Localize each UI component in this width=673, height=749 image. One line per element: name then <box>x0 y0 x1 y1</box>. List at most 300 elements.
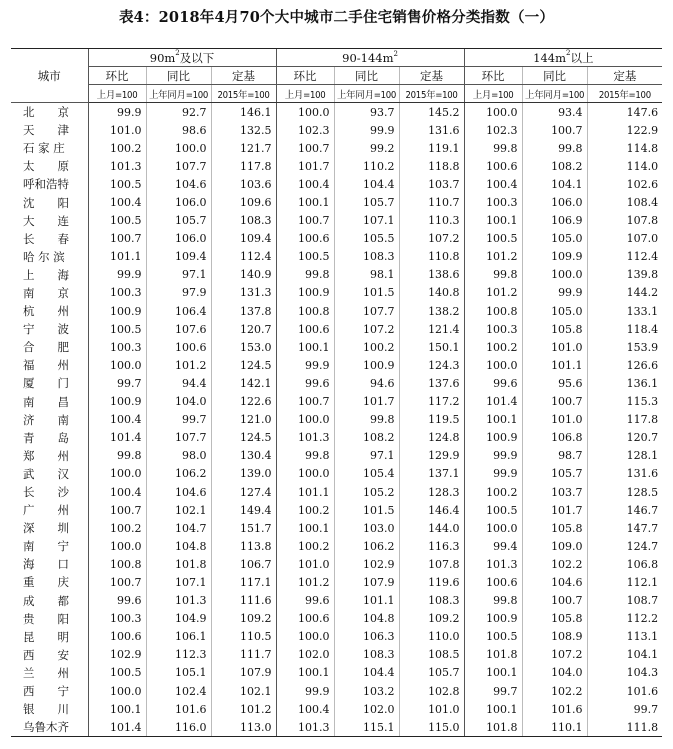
index-value: 100.8 <box>276 302 334 320</box>
index-value: 112.2 <box>587 610 662 628</box>
index-value: 115.1 <box>334 718 399 737</box>
base-header-1-1: 上年同月=100 <box>334 85 399 103</box>
table-row <box>11 338 662 356</box>
index-value: 139.0 <box>211 465 276 483</box>
index-value: 100.5 <box>88 664 146 682</box>
index-value: 98.7 <box>522 447 587 465</box>
table-row <box>11 411 662 429</box>
index-value: 106.2 <box>146 465 211 483</box>
index-value: 153.0 <box>211 338 276 356</box>
index-value: 106.4 <box>146 302 211 320</box>
index-value: 100.9 <box>464 429 522 447</box>
index-value: 100.0 <box>464 356 522 374</box>
index-value: 100.0 <box>88 465 146 483</box>
index-value: 105.8 <box>522 519 587 537</box>
index-value: 100.1 <box>276 519 334 537</box>
index-value: 128.3 <box>399 483 464 501</box>
index-value: 108.9 <box>522 628 587 646</box>
index-value: 100.5 <box>464 628 522 646</box>
table-row <box>11 356 662 374</box>
index-value: 98.0 <box>146 447 211 465</box>
index-value: 103.7 <box>522 483 587 501</box>
index-value: 100.0 <box>276 103 334 122</box>
index-value: 104.6 <box>522 573 587 591</box>
index-value: 100.5 <box>88 212 146 230</box>
index-value: 126.6 <box>587 356 662 374</box>
table-row <box>11 393 662 411</box>
index-value: 121.4 <box>399 320 464 338</box>
index-value: 136.1 <box>587 374 662 392</box>
index-value: 118.4 <box>587 320 662 338</box>
table-row <box>11 465 662 483</box>
index-value: 99.8 <box>522 139 587 157</box>
base-header-0-2: 2015年=100 <box>211 85 276 103</box>
table-body <box>11 103 662 737</box>
sub-header-0-2: 定基 <box>211 67 276 85</box>
index-value: 99.7 <box>587 700 662 718</box>
header-row-base <box>11 85 662 103</box>
index-value: 101.3 <box>88 157 146 175</box>
index-value: 98.6 <box>146 121 211 139</box>
index-value: 101.7 <box>276 157 334 175</box>
index-value: 133.1 <box>587 302 662 320</box>
index-value: 131.6 <box>399 121 464 139</box>
index-value: 107.8 <box>399 555 464 573</box>
index-value: 128.5 <box>587 483 662 501</box>
index-value: 99.8 <box>464 592 522 610</box>
table-row <box>11 682 662 700</box>
index-value: 140.9 <box>211 266 276 284</box>
index-value: 106.1 <box>146 628 211 646</box>
table-row <box>11 519 662 537</box>
index-value: 99.8 <box>276 447 334 465</box>
index-value: 104.4 <box>334 664 399 682</box>
index-value: 100.5 <box>88 175 146 193</box>
index-value: 103.0 <box>334 519 399 537</box>
index-value: 101.6 <box>587 682 662 700</box>
index-value: 112.4 <box>587 248 662 266</box>
city-name: 武 汉 <box>23 466 69 481</box>
index-value: 101.0 <box>522 338 587 356</box>
index-value: 109.0 <box>522 537 587 555</box>
index-value: 139.8 <box>587 266 662 284</box>
index-value: 99.7 <box>88 374 146 392</box>
index-value: 99.9 <box>334 121 399 139</box>
index-value: 119.5 <box>399 411 464 429</box>
city-name: 南 宁 <box>23 539 69 554</box>
index-value: 99.9 <box>464 465 522 483</box>
index-value: 110.2 <box>334 157 399 175</box>
index-value: 100.9 <box>88 302 146 320</box>
index-value: 94.6 <box>334 374 399 392</box>
index-value: 100.7 <box>276 139 334 157</box>
index-value: 109.9 <box>522 248 587 266</box>
index-value: 100.4 <box>276 700 334 718</box>
index-value: 99.7 <box>464 682 522 700</box>
index-value: 122.9 <box>587 121 662 139</box>
index-value: 100.2 <box>334 338 399 356</box>
index-value: 105.0 <box>522 230 587 248</box>
index-value: 100.0 <box>146 139 211 157</box>
index-value: 145.2 <box>399 103 464 122</box>
index-value: 101.8 <box>146 555 211 573</box>
index-value: 101.0 <box>399 700 464 718</box>
index-value: 100.7 <box>276 393 334 411</box>
index-value: 104.8 <box>146 537 211 555</box>
index-value: 105.0 <box>522 302 587 320</box>
index-value: 94.4 <box>146 374 211 392</box>
index-value: 101.3 <box>276 718 334 737</box>
sub-header-0-0: 环比 <box>88 67 146 85</box>
index-value: 105.7 <box>522 465 587 483</box>
group-header-large: $144m^2$以上 <box>464 49 662 67</box>
table-row <box>11 537 662 555</box>
index-value: 101.2 <box>276 573 334 591</box>
index-value: 105.8 <box>522 610 587 628</box>
city-name: 海 口 <box>23 557 69 572</box>
index-value: 99.8 <box>464 266 522 284</box>
index-value: 99.9 <box>88 266 146 284</box>
index-value: 100.2 <box>464 483 522 501</box>
index-value: 110.8 <box>399 248 464 266</box>
index-value: 100.5 <box>276 248 334 266</box>
index-value: 100.3 <box>88 338 146 356</box>
index-value: 107.2 <box>399 230 464 248</box>
index-value: 99.9 <box>88 103 146 122</box>
price-index-table <box>11 48 662 737</box>
index-value: 103.6 <box>211 175 276 193</box>
index-value: 115.0 <box>399 718 464 737</box>
index-value: 100.1 <box>276 338 334 356</box>
index-value: 99.6 <box>464 374 522 392</box>
table-row <box>11 573 662 591</box>
table-row <box>11 447 662 465</box>
table-row <box>11 664 662 682</box>
index-value: 117.1 <box>211 573 276 591</box>
index-value: 101.1 <box>522 356 587 374</box>
index-value: 105.4 <box>334 465 399 483</box>
index-value: 101.7 <box>334 393 399 411</box>
index-value: 109.2 <box>399 610 464 628</box>
index-value: 101.1 <box>276 483 334 501</box>
city-name: 天 津 <box>23 123 69 138</box>
table-row <box>11 374 662 392</box>
index-value: 100.0 <box>464 103 522 122</box>
index-value: 107.7 <box>146 157 211 175</box>
index-value: 108.3 <box>399 592 464 610</box>
index-value: 138.2 <box>399 302 464 320</box>
index-value: 102.1 <box>146 501 211 519</box>
index-value: 106.0 <box>146 230 211 248</box>
index-value: 100.1 <box>464 411 522 429</box>
index-value: 101.3 <box>146 592 211 610</box>
index-value: 144.2 <box>587 284 662 302</box>
index-value: 101.5 <box>334 284 399 302</box>
table-row <box>11 718 662 737</box>
index-value: 105.7 <box>146 212 211 230</box>
table-row <box>11 646 662 664</box>
index-value: 153.9 <box>587 338 662 356</box>
index-value: 107.2 <box>522 646 587 664</box>
index-value: 106.0 <box>522 193 587 211</box>
index-value: 110.5 <box>211 628 276 646</box>
index-value: 108.7 <box>587 592 662 610</box>
city-name: 青 岛 <box>23 430 69 445</box>
city-name: 西 安 <box>23 647 69 662</box>
city-name: 南 昌 <box>23 394 69 409</box>
city-name: 重 庆 <box>23 575 69 590</box>
index-value: 101.1 <box>334 592 399 610</box>
index-value: 100.1 <box>464 664 522 682</box>
table-row <box>11 193 662 211</box>
base-header-2-2: 2015年=100 <box>587 85 662 103</box>
index-value: 104.4 <box>334 175 399 193</box>
index-value: 103.2 <box>334 682 399 700</box>
index-value: 101.0 <box>522 411 587 429</box>
city-name: 兰 州 <box>23 665 69 680</box>
base-header-0-0: 上月=100 <box>88 85 146 103</box>
sub-header-1-1: 同比 <box>334 67 399 85</box>
table-row <box>11 230 662 248</box>
index-value: 102.2 <box>522 682 587 700</box>
index-value: 97.1 <box>334 447 399 465</box>
header-row-sub <box>11 67 662 85</box>
index-value: 100.0 <box>464 519 522 537</box>
index-value: 106.8 <box>522 429 587 447</box>
index-value: 100.3 <box>88 610 146 628</box>
index-value: 119.6 <box>399 573 464 591</box>
base-header-1-2: 2015年=100 <box>399 85 464 103</box>
index-value: 102.9 <box>88 646 146 664</box>
city-name: 宁 波 <box>23 322 69 337</box>
table-row <box>11 555 662 573</box>
index-value: 99.6 <box>276 374 334 392</box>
index-value: 99.9 <box>522 284 587 302</box>
index-value: 102.4 <box>146 682 211 700</box>
index-value: 106.9 <box>522 212 587 230</box>
index-value: 100.2 <box>88 519 146 537</box>
base-header-1-0: 上月=100 <box>276 85 334 103</box>
index-value: 108.3 <box>334 248 399 266</box>
table-title: 表4：2018年4月70个大中城市二手住宅销售价格分类指数（一） <box>118 9 555 26</box>
index-value: 99.8 <box>334 411 399 429</box>
index-value: 109.2 <box>211 610 276 628</box>
table-row <box>11 501 662 519</box>
city-name: 成 都 <box>23 593 69 608</box>
index-value: 100.2 <box>276 537 334 555</box>
index-value: 99.4 <box>464 537 522 555</box>
index-value: 99.8 <box>464 139 522 157</box>
index-value: 100.7 <box>88 573 146 591</box>
index-value: 97.9 <box>146 284 211 302</box>
index-value: 116.3 <box>399 537 464 555</box>
index-value: 138.6 <box>399 266 464 284</box>
index-value: 150.1 <box>399 338 464 356</box>
index-value: 100.9 <box>334 356 399 374</box>
index-value: 100.4 <box>88 483 146 501</box>
index-value: 93.4 <box>522 103 587 122</box>
index-value: 108.3 <box>334 646 399 664</box>
index-value: 109.4 <box>211 230 276 248</box>
index-value: 109.6 <box>211 193 276 211</box>
index-value: 105.1 <box>146 664 211 682</box>
sub-header-2-1: 同比 <box>522 67 587 85</box>
index-value: 100.6 <box>276 320 334 338</box>
index-value: 99.9 <box>276 682 334 700</box>
index-value: 101.7 <box>522 501 587 519</box>
index-value: 107.7 <box>146 429 211 447</box>
index-value: 111.7 <box>211 646 276 664</box>
index-value: 104.7 <box>146 519 211 537</box>
index-value: 113.0 <box>211 718 276 737</box>
table-row <box>11 320 662 338</box>
index-value: 100.8 <box>88 555 146 573</box>
index-value: 102.2 <box>522 555 587 573</box>
index-value: 120.7 <box>587 429 662 447</box>
sub-header-1-2: 定基 <box>399 67 464 85</box>
index-value: 102.8 <box>399 682 464 700</box>
index-value: 92.7 <box>146 103 211 122</box>
index-value: 104.1 <box>522 175 587 193</box>
index-value: 137.1 <box>399 465 464 483</box>
base-header-2-1: 上年同月=100 <box>522 85 587 103</box>
index-value: 99.7 <box>146 411 211 429</box>
index-value: 101.3 <box>276 429 334 447</box>
index-value: 100.6 <box>276 610 334 628</box>
index-value: 101.0 <box>276 555 334 573</box>
table-row <box>11 121 662 139</box>
city-name: 郑 州 <box>23 448 69 463</box>
index-value: 100.4 <box>464 175 522 193</box>
index-value: 110.3 <box>399 212 464 230</box>
index-value: 100.7 <box>522 592 587 610</box>
table-row <box>11 429 662 447</box>
index-value: 100.1 <box>464 700 522 718</box>
index-value: 100.4 <box>276 175 334 193</box>
index-value: 104.9 <box>146 610 211 628</box>
index-value: 100.6 <box>276 230 334 248</box>
index-value: 110.0 <box>399 628 464 646</box>
index-value: 101.6 <box>522 700 587 718</box>
city-name: 银 川 <box>23 702 69 717</box>
table-row <box>11 212 662 230</box>
index-value: 137.8 <box>211 302 276 320</box>
index-value: 137.6 <box>399 374 464 392</box>
index-value: 100.7 <box>522 121 587 139</box>
index-value: 100.0 <box>88 356 146 374</box>
table-row <box>11 175 662 193</box>
index-value: 102.6 <box>587 175 662 193</box>
index-value: 100.3 <box>464 320 522 338</box>
city-name: 哈 尔 滨 <box>23 249 65 264</box>
index-value: 100.7 <box>522 393 587 411</box>
city-name: 济 南 <box>23 412 69 427</box>
index-value: 129.9 <box>399 447 464 465</box>
table-row <box>11 248 662 266</box>
index-value: 128.1 <box>587 447 662 465</box>
index-value: 146.4 <box>399 501 464 519</box>
base-header-0-1: 上年同月=100 <box>146 85 211 103</box>
index-value: 100.0 <box>276 628 334 646</box>
index-value: 105.7 <box>334 193 399 211</box>
index-value: 107.2 <box>334 320 399 338</box>
index-value: 146.7 <box>587 501 662 519</box>
index-value: 114.8 <box>587 139 662 157</box>
index-value: 100.1 <box>88 700 146 718</box>
table-row <box>11 139 662 157</box>
index-value: 100.5 <box>464 501 522 519</box>
index-value: 104.6 <box>146 483 211 501</box>
index-value: 111.6 <box>211 592 276 610</box>
city-name: 杭 州 <box>23 304 69 319</box>
index-value: 99.6 <box>88 592 146 610</box>
index-value: 102.1 <box>211 682 276 700</box>
index-value: 130.4 <box>211 447 276 465</box>
city-name: 广 州 <box>23 503 69 518</box>
table-row <box>11 628 662 646</box>
index-value: 109.4 <box>146 248 211 266</box>
sub-header-2-0: 环比 <box>464 67 522 85</box>
index-value: 101.4 <box>88 718 146 737</box>
index-value: 100.2 <box>276 501 334 519</box>
index-value: 103.7 <box>399 175 464 193</box>
city-name: 大 连 <box>23 213 69 228</box>
index-value: 100.8 <box>464 302 522 320</box>
city-name: 长 沙 <box>23 485 69 500</box>
index-value: 107.1 <box>334 212 399 230</box>
index-value: 110.1 <box>522 718 587 737</box>
group-header-small: $90m^2$及以下 <box>88 49 276 67</box>
index-value: 142.1 <box>211 374 276 392</box>
index-value: 100.7 <box>88 501 146 519</box>
group-header-medium: $90-144m^2$ <box>276 49 464 67</box>
index-value: 100.0 <box>276 465 334 483</box>
index-value: 100.3 <box>464 193 522 211</box>
table-row <box>11 700 662 718</box>
index-value: 107.9 <box>334 573 399 591</box>
index-value: 100.5 <box>88 320 146 338</box>
index-value: 118.8 <box>399 157 464 175</box>
city-name: 厦 门 <box>23 376 69 391</box>
index-value: 100.0 <box>522 266 587 284</box>
table-row <box>11 302 662 320</box>
index-value: 106.0 <box>146 193 211 211</box>
city-name: 乌鲁木齐 <box>11 718 88 737</box>
index-value: 107.7 <box>334 302 399 320</box>
table-row <box>11 103 662 122</box>
index-value: 105.7 <box>399 664 464 682</box>
index-value: 112.3 <box>146 646 211 664</box>
index-value: 108.3 <box>211 212 276 230</box>
index-value: 101.4 <box>88 429 146 447</box>
city-name: 昆 明 <box>23 629 69 644</box>
index-value: 108.4 <box>587 193 662 211</box>
index-value: 105.2 <box>334 483 399 501</box>
index-value: 101.8 <box>464 718 522 737</box>
table-row <box>11 592 662 610</box>
index-value: 101.2 <box>146 356 211 374</box>
city-name: 南 京 <box>23 285 69 300</box>
index-value: 131.6 <box>587 465 662 483</box>
index-value: 104.6 <box>146 175 211 193</box>
index-value: 100.0 <box>88 682 146 700</box>
city-name: 呼和浩特 <box>23 177 69 192</box>
sub-header-1-0: 环比 <box>276 67 334 85</box>
index-value: 100.1 <box>276 193 334 211</box>
index-value: 102.3 <box>276 121 334 139</box>
index-value: 124.8 <box>399 429 464 447</box>
index-value: 146.1 <box>211 103 276 122</box>
